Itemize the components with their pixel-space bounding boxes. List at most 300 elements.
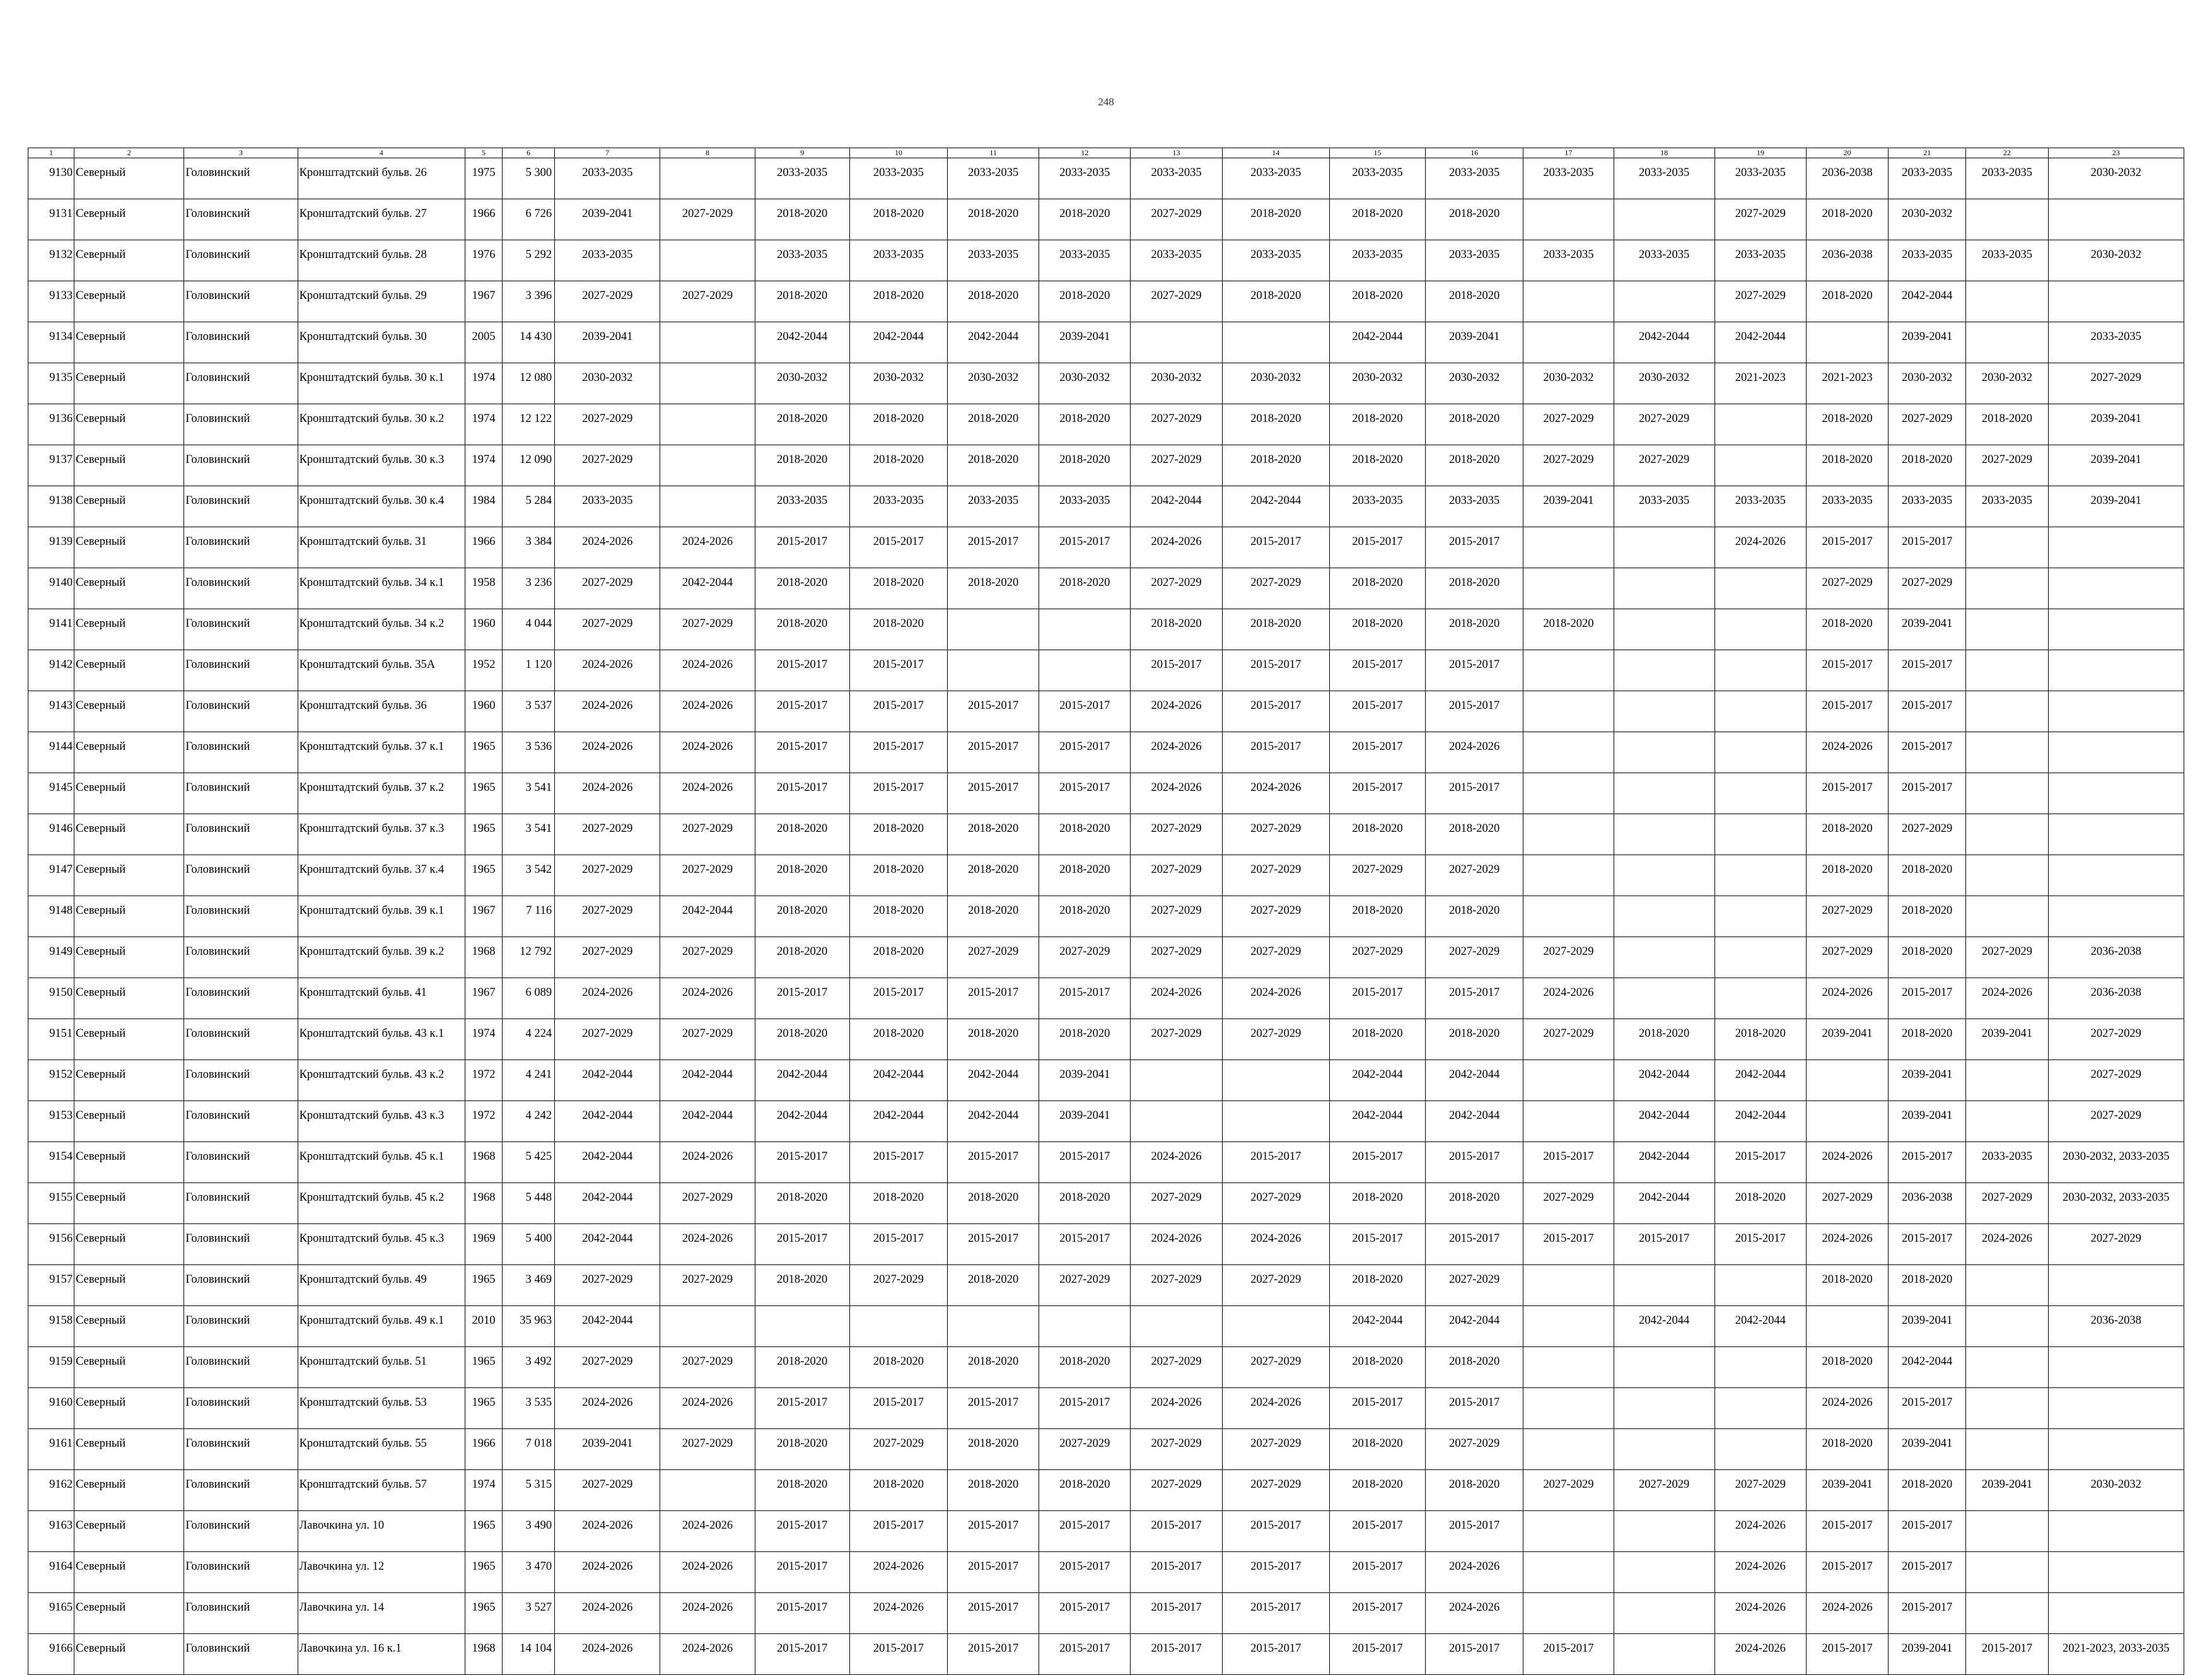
- cell-col-17: 2033-2035: [1523, 158, 1614, 199]
- cell-col-22: 2033-2035: [1966, 486, 2048, 527]
- cell-col-12: 2015-2017: [1039, 732, 1131, 773]
- cell-col-4: Лавочкина ул. 10: [298, 1511, 465, 1552]
- cell-col-15: 2042-2044: [1329, 1101, 1425, 1142]
- cell-col-8: 2042-2044: [660, 1060, 755, 1101]
- cell-col-15: 2018-2020: [1329, 1347, 1425, 1388]
- cell-col-13: 2033-2035: [1131, 240, 1222, 281]
- cell-col-21: 2027-2029: [1889, 568, 1966, 609]
- cell-col-9: 2015-2017: [755, 1388, 849, 1429]
- cell-col-21: 2015-2017: [1889, 1224, 1966, 1265]
- cell-col-22: 2033-2035: [1966, 1142, 2048, 1183]
- cell-col-21: 2018-2020: [1889, 855, 1966, 896]
- cell-col-12: 2015-2017: [1039, 691, 1131, 732]
- cell-col-18: 2042-2044: [1614, 1306, 1714, 1347]
- cell-col-2: Северный: [74, 773, 184, 814]
- cell-col-20: 2039-2041: [1806, 1470, 1888, 1511]
- cell-col-2: Северный: [74, 1306, 184, 1347]
- cell-col-8: 2024-2026: [660, 650, 755, 691]
- table-row: [28, 1347, 2184, 1388]
- cell-col-17: 2024-2026: [1523, 978, 1614, 1019]
- cell-col-8: 2027-2029: [660, 1183, 755, 1224]
- cell-col-5: 1965: [465, 773, 502, 814]
- cell-col-9: 2030-2032: [755, 363, 849, 404]
- cell-col-6: 14 430: [503, 322, 555, 363]
- column-number-21: 21: [1889, 148, 1966, 158]
- cell-col-21: 2027-2029: [1889, 404, 1966, 445]
- cell-col-1: 9130: [28, 158, 74, 199]
- cell-col-1: 9148: [28, 896, 74, 937]
- cell-col-23: 2027-2029: [2048, 363, 2184, 404]
- cell-col-18: [1614, 773, 1714, 814]
- column-number-4: 4: [298, 148, 465, 158]
- cell-col-18: [1614, 1388, 1714, 1429]
- cell-col-1: 9146: [28, 814, 74, 855]
- cell-col-21: 2015-2017: [1889, 527, 1966, 568]
- cell-col-12: 2015-2017: [1039, 1634, 1131, 1675]
- cell-col-9: 2015-2017: [755, 773, 849, 814]
- cell-col-23: [2048, 650, 2184, 691]
- cell-col-3: Головинский: [184, 1552, 298, 1593]
- table-row: [28, 158, 2184, 199]
- cell-col-2: Северный: [74, 1347, 184, 1388]
- cell-col-5: 1952: [465, 650, 502, 691]
- cell-col-14: 2018-2020: [1222, 404, 1329, 445]
- cell-col-14: 2015-2017: [1222, 732, 1329, 773]
- cell-col-12: 2018-2020: [1039, 814, 1131, 855]
- cell-col-13: 2027-2029: [1131, 1183, 1222, 1224]
- cell-col-20: 2024-2026: [1806, 1388, 1888, 1429]
- cell-col-20: 2015-2017: [1806, 527, 1888, 568]
- cell-col-1: 9157: [28, 1265, 74, 1306]
- cell-col-10: 2015-2017: [849, 773, 947, 814]
- cell-col-15: 2015-2017: [1329, 1634, 1425, 1675]
- table-row: [28, 527, 2184, 568]
- cell-col-17: [1523, 814, 1614, 855]
- column-number-8: 8: [660, 148, 755, 158]
- cell-col-2: Северный: [74, 404, 184, 445]
- cell-col-14: 2042-2044: [1222, 486, 1329, 527]
- cell-col-12: 2015-2017: [1039, 1142, 1131, 1183]
- cell-col-16: 2015-2017: [1426, 1634, 1523, 1675]
- cell-col-11: 2018-2020: [948, 1265, 1039, 1306]
- table-row: [28, 1265, 2184, 1306]
- cell-col-3: Головинский: [184, 937, 298, 978]
- cell-col-5: 1974: [465, 404, 502, 445]
- cell-col-7: 2027-2029: [555, 568, 660, 609]
- cell-col-8: 2024-2026: [660, 691, 755, 732]
- cell-col-11: 2018-2020: [948, 568, 1039, 609]
- cell-col-4: Кронштадтский бульв. 37 к.3: [298, 814, 465, 855]
- cell-col-5: 1968: [465, 1183, 502, 1224]
- cell-col-22: 2033-2035: [1966, 240, 2048, 281]
- cell-col-18: 2033-2035: [1614, 486, 1714, 527]
- cell-col-12: 2033-2035: [1039, 158, 1131, 199]
- cell-col-4: Кронштадтский бульв. 30: [298, 322, 465, 363]
- cell-col-18: [1614, 896, 1714, 937]
- cell-col-20: [1806, 322, 1888, 363]
- cell-col-16: 2027-2029: [1426, 1265, 1523, 1306]
- cell-col-9: 2018-2020: [755, 1347, 849, 1388]
- cell-col-18: [1614, 732, 1714, 773]
- cell-col-1: 9142: [28, 650, 74, 691]
- cell-col-23: [2048, 609, 2184, 650]
- table-row: [28, 1388, 2184, 1429]
- cell-col-17: [1523, 1060, 1614, 1101]
- cell-col-10: 2024-2026: [849, 1552, 947, 1593]
- cell-col-22: 2033-2035: [1966, 158, 2048, 199]
- cell-col-20: 2027-2029: [1806, 896, 1888, 937]
- cell-col-21: 2015-2017: [1889, 978, 1966, 1019]
- cell-col-23: 2039-2041: [2048, 486, 2184, 527]
- cell-col-15: 2018-2020: [1329, 281, 1425, 322]
- cell-col-4: Кронштадтский бульв. 35А: [298, 650, 465, 691]
- cell-col-12: 2027-2029: [1039, 937, 1131, 978]
- cell-col-15: 2015-2017: [1329, 1142, 1425, 1183]
- cell-col-14: [1222, 322, 1329, 363]
- cell-col-23: [2048, 1265, 2184, 1306]
- table-row: [28, 1511, 2184, 1552]
- cell-col-10: 2015-2017: [849, 1511, 947, 1552]
- cell-col-15: 2027-2029: [1329, 937, 1425, 978]
- cell-col-21: 2033-2035: [1889, 240, 1966, 281]
- cell-col-18: 2030-2032: [1614, 363, 1714, 404]
- cell-col-19: 2021-2023: [1714, 363, 1806, 404]
- cell-col-5: 1966: [465, 527, 502, 568]
- cell-col-2: Северный: [74, 609, 184, 650]
- cell-col-15: 2015-2017: [1329, 1593, 1425, 1634]
- cell-col-13: 2027-2029: [1131, 568, 1222, 609]
- cell-col-4: Кронштадтский бульв. 37 к.4: [298, 855, 465, 896]
- cell-col-3: Головинский: [184, 158, 298, 199]
- cell-col-23: 2030-2032, 2033-2035: [2048, 1183, 2184, 1224]
- cell-col-4: Кронштадтский бульв. 34 к.2: [298, 609, 465, 650]
- cell-col-19: [1714, 1388, 1806, 1429]
- cell-col-6: 3 527: [503, 1593, 555, 1634]
- cell-col-5: 1968: [465, 937, 502, 978]
- cell-col-9: 2042-2044: [755, 1060, 849, 1101]
- cell-col-13: 2027-2029: [1131, 445, 1222, 486]
- cell-col-2: Северный: [74, 486, 184, 527]
- cell-col-22: [1966, 527, 2048, 568]
- cell-col-18: 2042-2044: [1614, 1183, 1714, 1224]
- cell-col-7: 2027-2029: [555, 855, 660, 896]
- cell-col-22: [1966, 1388, 2048, 1429]
- cell-col-19: [1714, 650, 1806, 691]
- cell-col-8: [660, 404, 755, 445]
- cell-col-23: 2030-2032: [2048, 1470, 2184, 1511]
- cell-col-14: 2027-2029: [1222, 1019, 1329, 1060]
- cell-col-23: [2048, 732, 2184, 773]
- cell-col-10: 2015-2017: [849, 527, 947, 568]
- cell-col-12: 2018-2020: [1039, 1470, 1131, 1511]
- cell-col-18: [1614, 1634, 1714, 1675]
- cell-col-6: 3 492: [503, 1347, 555, 1388]
- cell-col-16: 2042-2044: [1426, 1101, 1523, 1142]
- column-number-19: 19: [1714, 148, 1806, 158]
- cell-col-22: [1966, 691, 2048, 732]
- cell-col-3: Головинский: [184, 814, 298, 855]
- cell-col-11: 2018-2020: [948, 1347, 1039, 1388]
- cell-col-8: 2027-2029: [660, 199, 755, 240]
- cell-col-22: 2015-2017: [1966, 1634, 2048, 1675]
- column-number-5: 5: [465, 148, 502, 158]
- cell-col-15: 2018-2020: [1329, 404, 1425, 445]
- cell-col-22: [1966, 609, 2048, 650]
- cell-col-8: 2024-2026: [660, 732, 755, 773]
- cell-col-11: 2033-2035: [948, 158, 1039, 199]
- cell-col-17: [1523, 1552, 1614, 1593]
- cell-col-2: Северный: [74, 1019, 184, 1060]
- cell-col-19: [1714, 445, 1806, 486]
- cell-col-4: Кронштадтский бульв. 36: [298, 691, 465, 732]
- cell-col-12: [1039, 609, 1131, 650]
- cell-col-23: [2048, 814, 2184, 855]
- cell-col-20: 2021-2023: [1806, 363, 1888, 404]
- cell-col-23: [2048, 1429, 2184, 1470]
- cell-col-6: 7 018: [503, 1429, 555, 1470]
- cell-col-5: 1965: [465, 814, 502, 855]
- cell-col-3: Головинский: [184, 773, 298, 814]
- cell-col-19: [1714, 1265, 1806, 1306]
- cell-col-17: [1523, 896, 1614, 937]
- cell-col-14: 2024-2026: [1222, 1224, 1329, 1265]
- cell-col-11: 2027-2029: [948, 937, 1039, 978]
- cell-col-19: [1714, 691, 1806, 732]
- cell-col-7: 2024-2026: [555, 732, 660, 773]
- cell-col-12: 2033-2035: [1039, 486, 1131, 527]
- cell-col-1: 9141: [28, 609, 74, 650]
- cell-col-12: 2018-2020: [1039, 1183, 1131, 1224]
- cell-col-16: 2027-2029: [1426, 855, 1523, 896]
- cell-col-6: 5 425: [503, 1142, 555, 1183]
- cell-col-2: Северный: [74, 281, 184, 322]
- cell-col-3: Головинский: [184, 896, 298, 937]
- cell-col-18: [1614, 1511, 1714, 1552]
- cell-col-14: 2033-2035: [1222, 240, 1329, 281]
- cell-col-5: 2005: [465, 322, 502, 363]
- cell-col-23: 2036-2038: [2048, 937, 2184, 978]
- cell-col-11: 2018-2020: [948, 1470, 1039, 1511]
- cell-col-4: Кронштадтский бульв. 41: [298, 978, 465, 1019]
- cell-col-1: 9151: [28, 1019, 74, 1060]
- cell-col-10: 2018-2020: [849, 855, 947, 896]
- cell-col-14: 2027-2029: [1222, 855, 1329, 896]
- cell-col-9: 2033-2035: [755, 240, 849, 281]
- cell-col-13: 2027-2029: [1131, 1470, 1222, 1511]
- cell-col-14: 2027-2029: [1222, 1265, 1329, 1306]
- table-row: [28, 199, 2184, 240]
- cell-col-10: 2018-2020: [849, 814, 947, 855]
- cell-col-3: Головинский: [184, 650, 298, 691]
- cell-col-11: 2018-2020: [948, 814, 1039, 855]
- cell-col-16: 2015-2017: [1426, 1224, 1523, 1265]
- column-number-3: 3: [184, 148, 298, 158]
- cell-col-20: [1806, 1306, 1888, 1347]
- cell-col-20: 2024-2026: [1806, 978, 1888, 1019]
- cell-col-6: 6 089: [503, 978, 555, 1019]
- cell-col-1: 9131: [28, 199, 74, 240]
- table-row: [28, 978, 2184, 1019]
- cell-col-11: 2042-2044: [948, 1101, 1039, 1142]
- column-number-15: 15: [1329, 148, 1425, 158]
- cell-col-6: 4 044: [503, 609, 555, 650]
- cell-col-23: [2048, 568, 2184, 609]
- table-row: [28, 773, 2184, 814]
- cell-col-6: 12 792: [503, 937, 555, 978]
- cell-col-7: 2039-2041: [555, 1429, 660, 1470]
- cell-col-8: 2027-2029: [660, 1019, 755, 1060]
- cell-col-17: 2039-2041: [1523, 486, 1614, 527]
- cell-col-5: 1965: [465, 732, 502, 773]
- cell-col-19: 2024-2026: [1714, 1552, 1806, 1593]
- cell-col-21: 2039-2041: [1889, 1306, 1966, 1347]
- cell-col-15: 2018-2020: [1329, 445, 1425, 486]
- cell-col-15: 2042-2044: [1329, 1060, 1425, 1101]
- cell-col-21: 2039-2041: [1889, 322, 1966, 363]
- cell-col-9: 2018-2020: [755, 199, 849, 240]
- cell-col-23: [2048, 527, 2184, 568]
- cell-col-22: 2039-2041: [1966, 1019, 2048, 1060]
- table-row: [28, 240, 2184, 281]
- cell-col-13: [1131, 1101, 1222, 1142]
- cell-col-11: 2015-2017: [948, 1511, 1039, 1552]
- cell-col-13: [1131, 322, 1222, 363]
- cell-col-23: 2027-2029: [2048, 1019, 2184, 1060]
- cell-col-22: 2027-2029: [1966, 445, 2048, 486]
- cell-col-14: [1222, 1101, 1329, 1142]
- cell-col-12: 2015-2017: [1039, 1593, 1131, 1634]
- cell-col-9: 2018-2020: [755, 814, 849, 855]
- cell-col-21: 2030-2032: [1889, 363, 1966, 404]
- table-row: [28, 1306, 2184, 1347]
- cell-col-7: 2027-2029: [555, 1019, 660, 1060]
- cell-col-5: 1967: [465, 978, 502, 1019]
- cell-col-6: 3 537: [503, 691, 555, 732]
- cell-col-18: [1614, 199, 1714, 240]
- cell-col-2: Северный: [74, 1142, 184, 1183]
- cell-col-15: 2018-2020: [1329, 1429, 1425, 1470]
- cell-col-15: 2033-2035: [1329, 486, 1425, 527]
- cell-col-20: 2018-2020: [1806, 404, 1888, 445]
- cell-col-1: 9156: [28, 1224, 74, 1265]
- cell-col-20: 2015-2017: [1806, 650, 1888, 691]
- table-row: [28, 937, 2184, 978]
- cell-col-15: 2042-2044: [1329, 1306, 1425, 1347]
- cell-col-19: [1714, 609, 1806, 650]
- cell-col-2: Северный: [74, 896, 184, 937]
- cell-col-8: 2024-2026: [660, 527, 755, 568]
- cell-col-19: 2015-2017: [1714, 1224, 1806, 1265]
- cell-col-5: 1967: [465, 896, 502, 937]
- cell-col-18: 2018-2020: [1614, 1019, 1714, 1060]
- cell-col-13: 2033-2035: [1131, 158, 1222, 199]
- cell-col-19: 2024-2026: [1714, 1593, 1806, 1634]
- cell-col-18: [1614, 691, 1714, 732]
- cell-col-18: [1614, 1552, 1714, 1593]
- cell-col-7: 2024-2026: [555, 978, 660, 1019]
- cell-col-19: 2033-2035: [1714, 240, 1806, 281]
- cell-col-9: 2018-2020: [755, 1265, 849, 1306]
- cell-col-2: Северный: [74, 732, 184, 773]
- cell-col-5: 1972: [465, 1060, 502, 1101]
- table-row: [28, 732, 2184, 773]
- cell-col-3: Головинский: [184, 445, 298, 486]
- column-number-23: 23: [2048, 148, 2184, 158]
- cell-col-14: 2018-2020: [1222, 281, 1329, 322]
- table-row: [28, 1142, 2184, 1183]
- table-row: [28, 1224, 2184, 1265]
- cell-col-5: 1965: [465, 1511, 502, 1552]
- cell-col-23: [2048, 1347, 2184, 1388]
- cell-col-7: 2033-2035: [555, 486, 660, 527]
- cell-col-13: 2024-2026: [1131, 1142, 1222, 1183]
- cell-col-14: 2015-2017: [1222, 1142, 1329, 1183]
- cell-col-15: 2018-2020: [1329, 1019, 1425, 1060]
- cell-col-7: 2033-2035: [555, 240, 660, 281]
- cell-col-4: Лавочкина ул. 14: [298, 1593, 465, 1634]
- table-row: [28, 486, 2184, 527]
- cell-col-8: 2027-2029: [660, 814, 755, 855]
- cell-col-16: 2018-2020: [1426, 404, 1523, 445]
- cell-col-22: [1966, 281, 2048, 322]
- cell-col-7: 2024-2026: [555, 1593, 660, 1634]
- cell-col-10: 2027-2029: [849, 1265, 947, 1306]
- cell-col-9: 2018-2020: [755, 445, 849, 486]
- cell-col-4: Кронштадтский бульв. 39 к.1: [298, 896, 465, 937]
- cell-col-19: [1714, 937, 1806, 978]
- cell-col-10: 2018-2020: [849, 937, 947, 978]
- cell-col-18: [1614, 281, 1714, 322]
- cell-col-12: 2018-2020: [1039, 445, 1131, 486]
- cell-col-17: [1523, 568, 1614, 609]
- cell-col-16: 2018-2020: [1426, 281, 1523, 322]
- cell-col-15: 2015-2017: [1329, 978, 1425, 1019]
- cell-col-19: 2024-2026: [1714, 1511, 1806, 1552]
- cell-col-11: 2018-2020: [948, 1183, 1039, 1224]
- cell-col-23: [2048, 1511, 2184, 1552]
- column-number-7: 7: [555, 148, 660, 158]
- cell-col-6: 3 490: [503, 1511, 555, 1552]
- cell-col-21: 2039-2041: [1889, 1429, 1966, 1470]
- cell-col-11: [948, 650, 1039, 691]
- table-row: [28, 404, 2184, 445]
- cell-col-9: 2018-2020: [755, 404, 849, 445]
- cell-col-1: 9143: [28, 691, 74, 732]
- cell-col-16: 2030-2032: [1426, 363, 1523, 404]
- cell-col-7: 2027-2029: [555, 445, 660, 486]
- cell-col-3: Головинский: [184, 1511, 298, 1552]
- cell-col-23: 2027-2029: [2048, 1224, 2184, 1265]
- cell-col-16: 2027-2029: [1426, 1429, 1523, 1470]
- cell-col-1: 9152: [28, 1060, 74, 1101]
- cell-col-18: [1614, 855, 1714, 896]
- cell-col-11: [948, 609, 1039, 650]
- cell-col-2: Северный: [74, 1183, 184, 1224]
- table-row: [28, 650, 2184, 691]
- cell-col-19: [1714, 896, 1806, 937]
- cell-col-2: Северный: [74, 1634, 184, 1675]
- cell-col-7: 2027-2029: [555, 281, 660, 322]
- cell-col-7: 2042-2044: [555, 1224, 660, 1265]
- cell-col-7: 2039-2041: [555, 322, 660, 363]
- cell-col-20: 2015-2017: [1806, 691, 1888, 732]
- cell-col-6: 3 470: [503, 1552, 555, 1593]
- cell-col-6: 4 242: [503, 1101, 555, 1142]
- cell-col-8: 2027-2029: [660, 937, 755, 978]
- cell-col-3: Головинский: [184, 1429, 298, 1470]
- cell-col-13: 2027-2029: [1131, 199, 1222, 240]
- cell-col-1: 9144: [28, 732, 74, 773]
